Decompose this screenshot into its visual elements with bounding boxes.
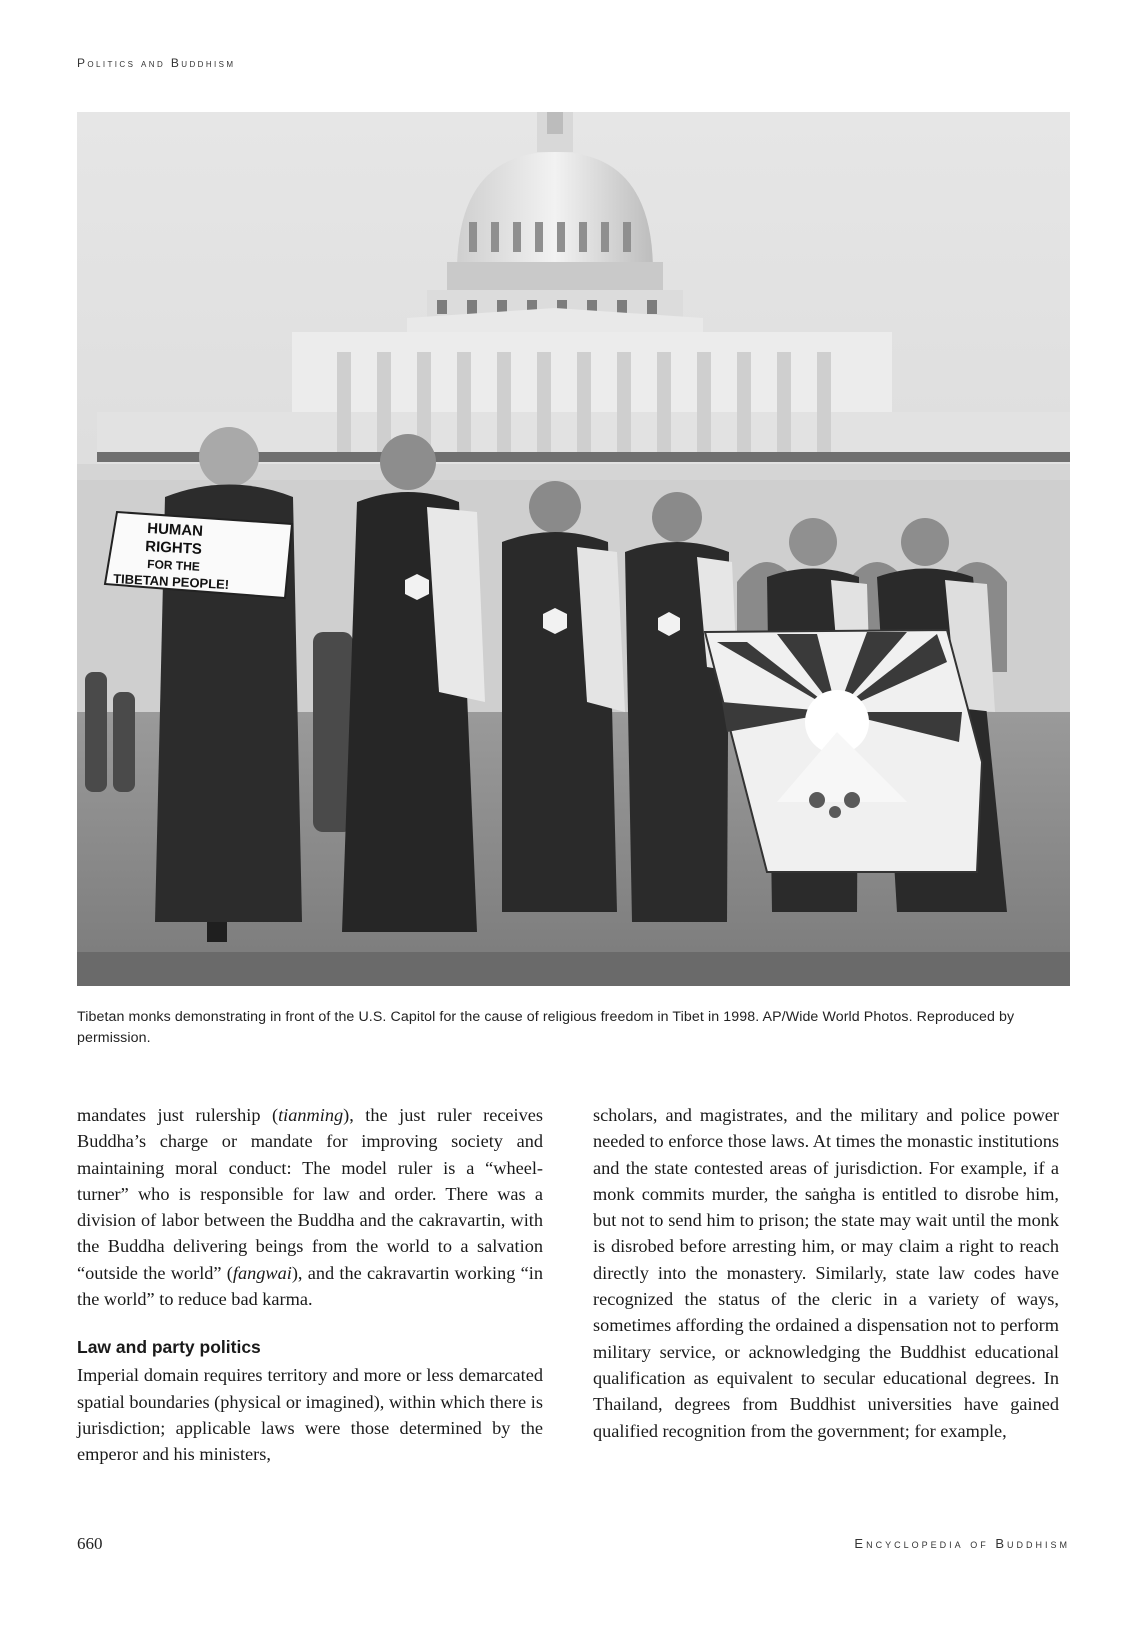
sign-line-2: RIGHTS: [144, 538, 203, 558]
page-number: 660: [77, 1534, 103, 1553]
text-column-left: [77, 1102, 543, 1468]
photo-illustration: [77, 112, 1070, 986]
running-head: Politics and Buddhism: [77, 56, 236, 70]
footer-book-title: Encyclopedia of Buddhism: [854, 1536, 1070, 1551]
text-run: ), and the cakravartin working “in the world” to reduce bad karma.: [77, 1262, 544, 1310]
photo-capitol-monks: [77, 112, 1070, 986]
left-paragraph-2: Imperial domain requires territory and more or less demarcated spatial boundaries (physical or imagined), within which there is jurisdiction; applicable laws were those determined by the emperor and his ministers,: [77, 1365, 543, 1465]
protest-sign: [105, 512, 292, 598]
sign-line-3: FOR THE: [146, 557, 201, 574]
sign-line-4: TIBETAN PEOPLE!: [112, 571, 230, 593]
text-run: ), the just ruler receives Buddha’s charge or mandate for improving society and maintaining moral conduct: The model ruler is a “wheel-turner” who is responsible for law and order. There was a division of labor between the Buddha and the cakravartin, with the Buddha delivering beings from the world to a salvation “outside the world” (: [77, 1105, 543, 1283]
sign-line-1: HUMAN: [146, 520, 204, 540]
figure-caption: Tibetan monks demonstrating in front of the U.S. Capitol for the cause of religious freedom in Tibet in 1998. AP/Wide World Photos. Reproduced by permission.: [77, 1009, 1015, 1046]
term-tianming: tianming: [278, 1105, 344, 1125]
section-heading: Law and party politics: [77, 1337, 261, 1358]
term-fangwai: fangwai: [232, 1262, 292, 1283]
text-run: mandates just rulership (: [77, 1105, 279, 1125]
left-paragraph-1: [77, 1102, 543, 1312]
right-paragraph-1: scholars, and magistrates, and the military and police power needed to enforce those laws. At times the monastic institutions and the state contested areas of jurisdiction. For example, if a monk commits murder, the saṅgha is entitled to disrobe him, but not to send him to prison; the state may wait until the monk is disrobed before arresting him, or may claim a right to reach directly into the monastery. Similarly, state law codes have recognized the status of the cleric in a variety of ways, sometimes affording the ordained a dispensation not to perform military service, or acknowledging the Buddhist educational qualification as equivalent to secular educational degrees. In Thailand, degrees from Buddhist universities have gained qualified recognition from the government; for example,: [593, 1105, 1059, 1441]
text-column-right: [593, 1102, 1059, 1444]
